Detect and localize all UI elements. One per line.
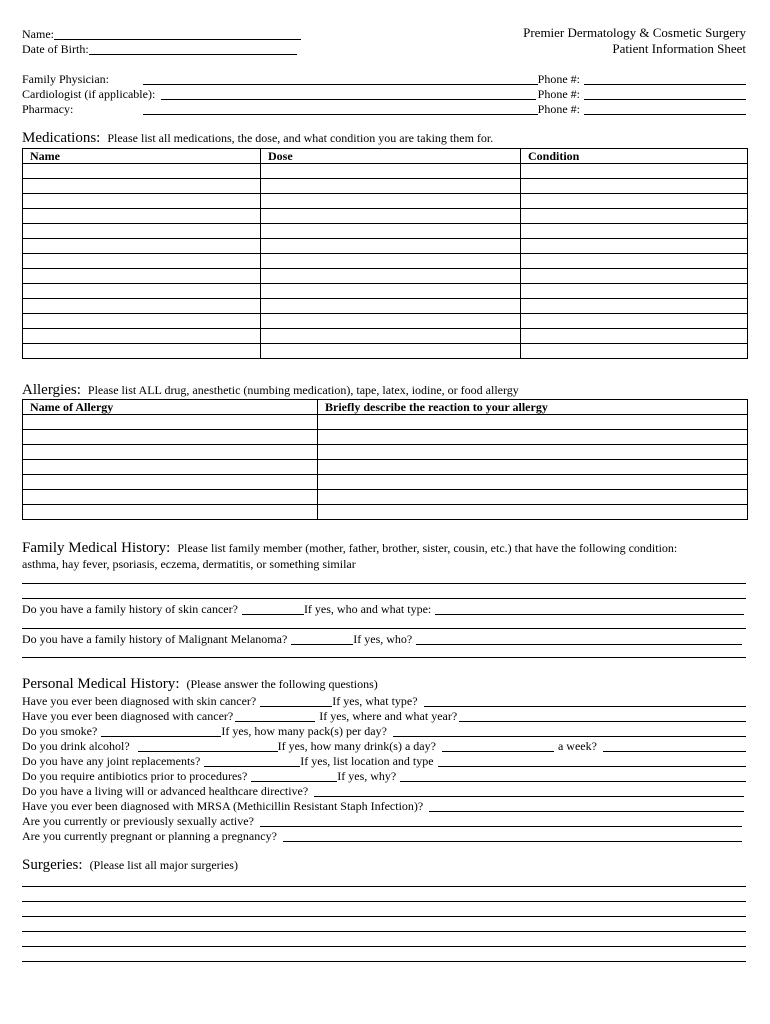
cardiologist-phone-label: Phone #: xyxy=(537,87,580,101)
medications-table-cell[interactable] xyxy=(261,299,521,314)
family-melanoma-answer-line[interactable] xyxy=(291,633,353,645)
q-cancer-row xyxy=(22,707,746,722)
medications-table-cell[interactable] xyxy=(521,269,748,284)
allergies-table-row xyxy=(23,505,748,520)
q-cancer: Have you ever been diagnosed with cancer? xyxy=(22,709,234,723)
q-alcohol-per-day-line[interactable] xyxy=(442,740,554,752)
family-skin-cancer-line-2[interactable] xyxy=(22,628,746,629)
cardiologist-input-line[interactable] xyxy=(161,88,535,100)
q-skin-cancer-answer[interactable] xyxy=(260,695,332,707)
q-skin-cancer-follow: If yes, what type? xyxy=(332,694,418,708)
q-smoke: Do you smoke? xyxy=(22,724,98,738)
medications-col-condition: Condition xyxy=(521,149,748,164)
q-living-will-line[interactable] xyxy=(314,785,744,797)
personal-history-heading: Personal Medical History: (Please answer the following questions) xyxy=(22,676,378,692)
medications-table-row xyxy=(23,329,748,344)
medications-table-cell[interactable] xyxy=(23,254,261,269)
q-cancer-follow: If yes, where and what year? xyxy=(319,709,458,723)
surgeries-title: Surgeries xyxy=(22,857,79,873)
q-living-will: Do you have a living will or advanced healthcare directive? xyxy=(22,784,309,798)
medications-table-row xyxy=(23,194,748,209)
medications-table-row xyxy=(23,254,748,269)
family-physician-phone-label: Phone #: xyxy=(537,72,580,86)
q-skin-cancer: Have you ever been diagnosed with skin cancer? xyxy=(22,694,257,708)
q-mrsa: Have you ever been diagnosed with MRSA (Methicillin Resistant Staph Infection)? xyxy=(22,799,424,813)
medications-table-cell[interactable] xyxy=(261,314,521,329)
surgeries-line-2[interactable] xyxy=(22,901,746,902)
medications-table-cell[interactable] xyxy=(521,254,748,269)
q-smoke-row xyxy=(22,722,746,737)
q-antibiotics: Do you require antibiotics prior to procedures? xyxy=(22,769,248,783)
q-alcohol-week: a week? xyxy=(557,739,597,753)
allergies-table-cell[interactable] xyxy=(23,460,318,475)
medications-table-cell[interactable] xyxy=(23,314,261,329)
medications-table-cell[interactable] xyxy=(23,224,261,239)
medications-table-row xyxy=(23,164,748,179)
medications-table-row xyxy=(23,284,748,299)
allergies-table-cell[interactable] xyxy=(23,430,318,445)
allergies-title: Allergies xyxy=(22,382,77,398)
pharmacy-label: Pharmacy: xyxy=(22,102,74,116)
medications-col-name: Name xyxy=(23,149,261,164)
family-skin-cancer-follow: If yes, who and what type: xyxy=(303,602,432,616)
surgeries-line-5[interactable] xyxy=(22,946,746,947)
family-skin-cancer-answer-line[interactable] xyxy=(242,603,304,615)
q-joint-row xyxy=(22,752,746,767)
family-melanoma-follow-line[interactable] xyxy=(416,633,742,645)
surgeries-line-3[interactable] xyxy=(22,916,746,917)
q-cancer-answer[interactable] xyxy=(235,710,315,722)
medications-table-cell[interactable] xyxy=(261,239,521,254)
name-input-line[interactable] xyxy=(54,28,301,40)
allergies-heading: Allergies: Please list ALL drug, anesthetic (numbing medication), tape, latex, iodine, or food allergy xyxy=(22,382,519,398)
medications-table-row xyxy=(23,239,748,254)
allergies-col-reaction: Briefly describe the reaction to your allergy xyxy=(318,400,748,415)
allergies-table-cell[interactable] xyxy=(23,505,318,520)
medications-table-cell[interactable] xyxy=(23,179,261,194)
q-alcohol-follow: If yes, how many drink(s) a day? xyxy=(277,739,436,753)
medications-table-cell[interactable] xyxy=(23,284,261,299)
medications-table-cell[interactable] xyxy=(261,164,521,179)
medications-table-cell[interactable] xyxy=(521,209,748,224)
q-pregnant-line[interactable] xyxy=(283,830,742,842)
q-skin-cancer-row xyxy=(22,692,746,707)
q-joint-follow: If yes, list location and type xyxy=(300,754,434,768)
family-physician-row xyxy=(22,70,746,85)
q-alcohol: Do you drink alcohol? xyxy=(22,739,130,753)
allergies-table-cell[interactable] xyxy=(318,490,748,505)
q-living-will-row xyxy=(22,782,744,797)
cardiologist-label: Cardiologist (if applicable): xyxy=(22,87,156,101)
allergies-header-row xyxy=(23,400,748,415)
family-physician-label: Family Physician: xyxy=(22,72,109,86)
medications-table-cell[interactable] xyxy=(261,254,521,269)
allergies-table-cell[interactable] xyxy=(318,460,748,475)
surgeries-line-4[interactable] xyxy=(22,931,746,932)
medications-table-cell[interactable] xyxy=(261,344,521,359)
personal-history-title: Personal Medical History xyxy=(22,676,176,692)
medications-header-row xyxy=(23,149,748,164)
q-antibiotics-follow: If yes, why? xyxy=(337,769,397,783)
medications-table-cell[interactable] xyxy=(23,344,261,359)
medications-table-cell[interactable] xyxy=(261,284,521,299)
q-antibiotics-row xyxy=(22,767,746,782)
dob-input-line[interactable] xyxy=(89,43,297,55)
allergies-table-row xyxy=(23,445,748,460)
family-history-heading: Family Medical History: Please list family member (mother, father, brother, sister, cousin, etc.) that have the following condition: xyxy=(22,540,678,556)
medications-table-cell[interactable] xyxy=(23,164,261,179)
cardiologist-row xyxy=(22,85,746,100)
allergies-col-name: Name of Allergy xyxy=(23,400,318,415)
medications-heading: Medications: Please list all medications, the dose, and what condition you are taking them for. xyxy=(22,130,494,146)
medications-table-cell[interactable] xyxy=(521,329,748,344)
medications-table-row xyxy=(23,299,748,314)
pharmacy-phone-label: Phone #: xyxy=(537,102,580,116)
medications-table-cell[interactable] xyxy=(521,194,748,209)
medications-table xyxy=(22,148,748,359)
family-melanoma-follow: If yes, who? xyxy=(353,632,413,646)
family-history-line-1[interactable] xyxy=(22,583,746,584)
pharmacy-phone-line[interactable] xyxy=(584,103,746,115)
medications-table-cell[interactable] xyxy=(521,179,748,194)
family-history-line-2[interactable] xyxy=(22,598,746,599)
medications-table-cell[interactable] xyxy=(521,164,748,179)
medications-table-cell[interactable] xyxy=(23,209,261,224)
medications-table-cell[interactable] xyxy=(521,344,748,359)
surgeries-instructions: (Please list all major surgeries) xyxy=(89,858,238,872)
pharmacy-input-line[interactable] xyxy=(143,103,537,115)
q-antibiotics-follow-line[interactable] xyxy=(400,770,746,782)
allergies-table-row xyxy=(23,460,748,475)
surgeries-line-1[interactable] xyxy=(22,886,746,887)
medications-table-row xyxy=(23,314,748,329)
allergies-table-cell[interactable] xyxy=(318,430,748,445)
medications-table-cell[interactable] xyxy=(23,194,261,209)
medications-table-cell[interactable] xyxy=(23,299,261,314)
allergies-table-cell[interactable] xyxy=(23,415,318,430)
q-mrsa-row xyxy=(22,797,744,812)
q-alcohol-per-week-line[interactable] xyxy=(603,740,746,752)
q-antibiotics-answer[interactable] xyxy=(251,770,337,782)
family-skin-cancer-question: Do you have a family history of skin cancer? xyxy=(22,602,238,616)
name-field[interactable] xyxy=(22,25,301,40)
medications-table-row xyxy=(23,269,748,284)
family-skin-cancer-follow-line[interactable] xyxy=(435,603,744,615)
allergies-table-cell[interactable] xyxy=(23,490,318,505)
family-physician-input-line[interactable] xyxy=(143,73,538,85)
medications-instructions: Please list all medications, the dose, and what condition you are taking them for. xyxy=(107,131,494,145)
dob-field[interactable] xyxy=(22,40,297,55)
medications-table-cell[interactable] xyxy=(23,329,261,344)
surgeries-heading: Surgeries: (Please list all major surgeries) xyxy=(22,857,238,873)
allergies-table xyxy=(22,399,748,520)
medications-table-cell[interactable] xyxy=(261,209,521,224)
q-smoke-follow-line[interactable] xyxy=(393,725,746,737)
q-alcohol-row xyxy=(22,737,746,752)
allergies-table-row xyxy=(23,415,748,430)
medications-table-cell[interactable] xyxy=(23,269,261,284)
allergies-table-cell[interactable] xyxy=(318,475,748,490)
dob-label: Date of Birth: xyxy=(22,42,89,56)
personal-history-instructions: (Please answer the following questions) xyxy=(186,677,378,691)
family-melanoma-line-2[interactable] xyxy=(22,657,746,658)
q-smoke-answer[interactable] xyxy=(101,725,221,737)
sheet-title: Patient Information Sheet xyxy=(612,41,746,56)
family-melanoma-row xyxy=(22,630,746,645)
allergies-table-cell[interactable] xyxy=(23,445,318,460)
q-joint-follow-line[interactable] xyxy=(438,755,746,767)
medications-title: Medications xyxy=(22,130,97,146)
q-cancer-follow-line[interactable] xyxy=(459,710,746,722)
practice-name: Premier Dermatology & Cosmetic Surgery xyxy=(523,25,746,40)
q-sexually-active-line[interactable] xyxy=(260,815,742,827)
medications-col-dose: Dose xyxy=(261,149,521,164)
q-sexually-active-row xyxy=(22,812,742,827)
medications-table-cell[interactable] xyxy=(261,329,521,344)
family-history-title: Family Medical History xyxy=(22,540,167,556)
q-mrsa-line[interactable] xyxy=(429,800,744,812)
family-history-instructions: Please list family member (mother, father, brother, sister, cousin, etc.) that have the following condition: xyxy=(177,541,678,555)
family-physician-phone-line[interactable] xyxy=(584,73,746,85)
allergies-table-cell[interactable] xyxy=(23,475,318,490)
medications-table-cell[interactable] xyxy=(23,239,261,254)
allergies-instructions: Please list ALL drug, anesthetic (numbing medication), tape, latex, iodine, or food allergy xyxy=(87,383,519,397)
allergies-table-row xyxy=(23,490,748,505)
medications-table-row xyxy=(23,344,748,359)
q-pregnant: Are you currently pregnant or planning a pregnancy? xyxy=(22,829,277,843)
medications-table-cell[interactable] xyxy=(261,224,521,239)
q-joint: Do you have any joint replacements? xyxy=(22,754,201,768)
family-history-conditions: asthma, hay fever, psoriasis, eczema, dermatitis, or something similar xyxy=(22,557,356,571)
allergies-table-row xyxy=(23,475,748,490)
allergies-table-cell[interactable] xyxy=(318,505,748,520)
medications-table-cell[interactable] xyxy=(261,269,521,284)
allergies-table-cell[interactable] xyxy=(318,415,748,430)
q-skin-cancer-follow-line[interactable] xyxy=(424,695,746,707)
surgeries-line-6[interactable] xyxy=(22,961,746,962)
pharmacy-row xyxy=(22,100,746,115)
name-label: Name: xyxy=(22,27,54,41)
allergies-table-cell[interactable] xyxy=(318,445,748,460)
medications-table-row xyxy=(23,224,748,239)
medications-table-cell[interactable] xyxy=(521,284,748,299)
q-alcohol-answer[interactable] xyxy=(138,740,278,752)
medications-table-cell[interactable] xyxy=(521,314,748,329)
q-pregnant-row xyxy=(22,827,742,842)
cardiologist-phone-line[interactable] xyxy=(584,88,746,100)
q-joint-answer[interactable] xyxy=(204,755,300,767)
q-sexually-active: Are you currently or previously sexually active? xyxy=(22,814,254,828)
family-skin-cancer-row xyxy=(22,600,746,615)
medications-table-cell[interactable] xyxy=(521,239,748,254)
allergies-table-row xyxy=(23,430,748,445)
q-smoke-follow: If yes, how many pack(s) per day? xyxy=(221,724,387,738)
medications-table-cell[interactable] xyxy=(261,179,521,194)
medications-table-cell[interactable] xyxy=(261,194,521,209)
medications-table-cell[interactable] xyxy=(521,224,748,239)
family-melanoma-question: Do you have a family history of Malignant Melanoma? xyxy=(22,632,288,646)
medications-table-row xyxy=(23,179,748,194)
medications-table-cell[interactable] xyxy=(521,299,748,314)
medications-table-row xyxy=(23,209,748,224)
